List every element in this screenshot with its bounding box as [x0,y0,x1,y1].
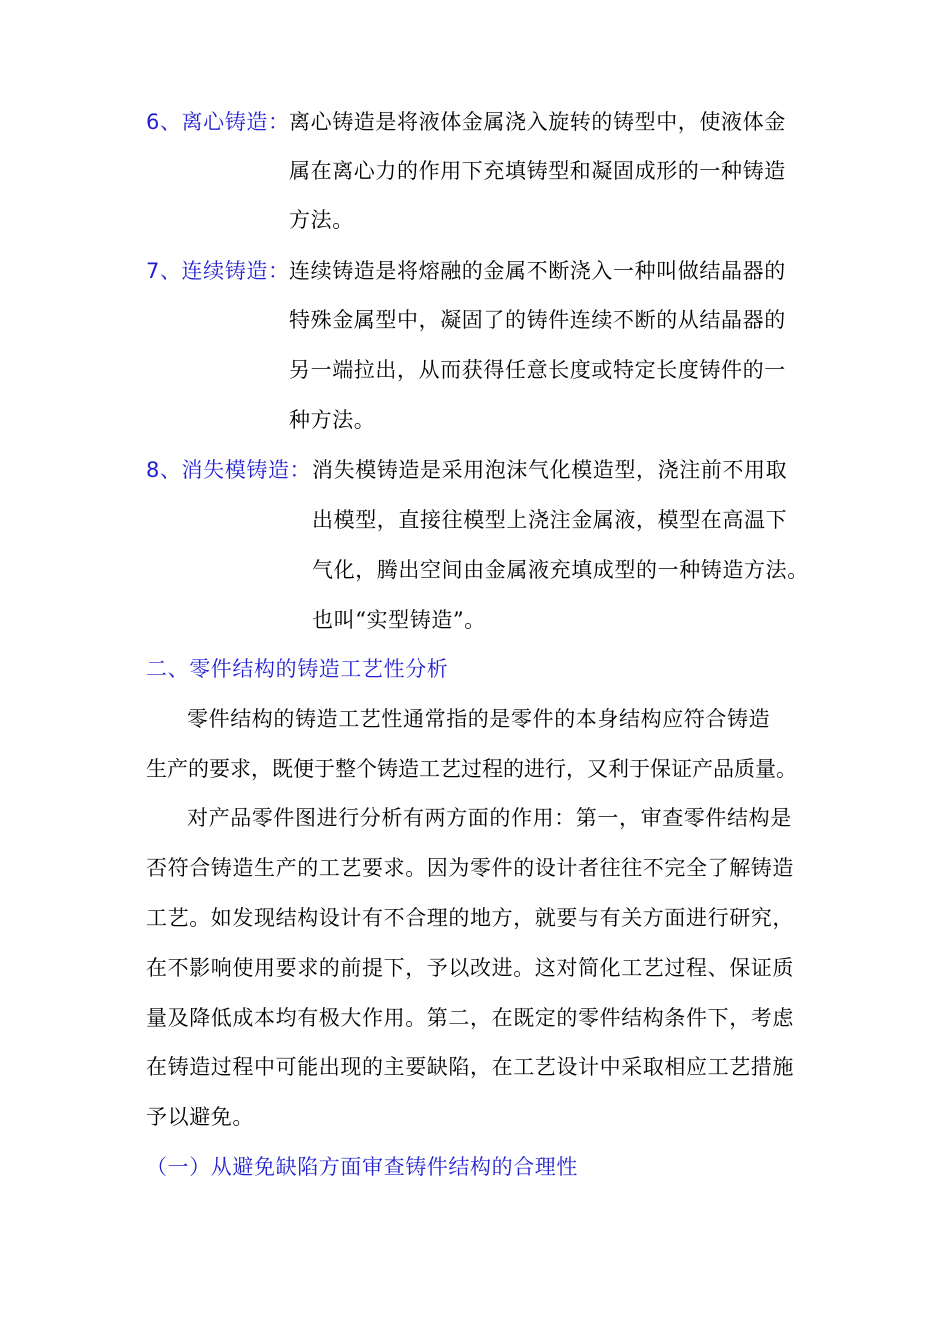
paragraph-2-line-6: 在铸造过程中可能出现的主要缺陷，在工艺设计中采取相应工艺措施 [146,1055,794,1079]
item-7-label: 7、连续铸造： [146,259,290,283]
paragraph-2-line-4: 在不影响使用要求的前提下，予以改进。这对简化工艺过程、保证质 [146,956,794,980]
item-8-line-4: 也叫“实型铸造”。 [312,608,486,632]
item-6-line-3: 方法。 [289,208,354,232]
item-8-label: 8、消失模铸造： [146,458,312,482]
item-8-line-3: 气化，腾出空间由金属液充填成型的一种铸造方法。 [312,558,809,582]
paragraph-2-line-2: 否符合铸造生产的工艺要求。因为零件的设计者往往不完全了解铸造 [146,856,794,880]
item-6-line-1: 离心铸造是将液体金属浇入旋转的铸型中，使液体金 [289,110,786,134]
item-8-line-1: 消失模铸造是采用泡沫气化模造型，浇注前不用取 [312,458,788,482]
section-heading: 二、零件结构的铸造工艺性分析 [146,657,449,681]
item-6-label: 6、离心铸造： [146,110,290,134]
item-7-line-2: 特殊金属型中，凝固了的铸件连续不断的从结晶器的 [289,308,786,332]
item-7-line-3: 另一端拉出，从而获得任意长度或特定长度铸件的一 [289,358,786,382]
subheading: （一）从避免缺陷方面审查铸件结构的合理性 [146,1155,578,1179]
paragraph-1-line-2: 生产的要求，既便于整个铸造工艺过程的进行，又利于保证产品质量。 [146,757,797,781]
item-8-line-2: 出模型，直接往模型上浇注金属液，模型在高温下 [312,508,788,532]
item-6-line-2: 属在离心力的作用下充填铸型和凝固成形的一种铸造 [289,159,786,183]
paragraph-2-line-3: 工艺。如发现结构设计有不合理的地方，就要与有关方面进行研究， [146,906,794,930]
paragraph-2-line-5: 量及降低成本均有极大作用。第二，在既定的零件结构条件下，考虑 [146,1006,794,1030]
item-7-line-4: 种方法。 [289,408,376,432]
paragraph-2-line-1: 对产品零件图进行分析有两方面的作用：第一，审查零件结构是 [187,806,792,830]
paragraph-2-line-7: 予以避免。 [146,1105,254,1129]
item-7-line-1: 连续铸造是将熔融的金属不断浇入一种叫做结晶器的 [289,259,786,283]
paragraph-1-line-1: 零件结构的铸造工艺性通常指的是零件的本身结构应符合铸造 [187,707,771,731]
